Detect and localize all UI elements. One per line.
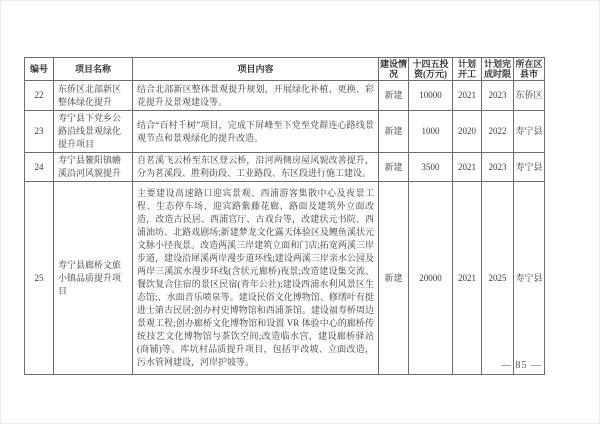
cell-investment: 10000 (409, 81, 453, 111)
cell-construction-status: 新建 (379, 153, 409, 182)
cell-project-name: 寿宁县鳌阳镇蟾溪沿河风貌提升 (54, 153, 133, 182)
cell-project-content: 自茗溪飞云桥至东区登云桥，沿河两侧房屋风貌改善提升，分为茗溪段、胜利街段、工业路段、东区段进行施工建设。 (133, 153, 379, 182)
cell-construction-status: 新建 (379, 111, 409, 153)
cell-construction-status: 新建 (379, 81, 409, 111)
header-investment: 十四五投资(万元) (409, 58, 453, 81)
table-row-23 (25, 111, 545, 153)
header-construction-status: 建设情况 (380, 59, 408, 79)
cell-project-content: 主要建设高速路口迎宾景观、西浦游客集散中心及夜景工程、生态停车场、迎宾路紫藤花廊、路面及建筑外立面改造，改造古民居、西浦官厅、古戏台等，改建状元书院、西浦油坊、北路戏剧场;新建梦龙文化露天体验区及鲤鱼溪状元文脉小径夜景。改造两溪三岸建筑立面和门店;拓宽两溪三岸步道，建设沿犀溪两岸漫步道环线;建设两溪三岸亲水公园及两岸三溪滨水漫步环线(含状元廊桥)夜景;改造建设集交流、餐饮复合住宿的景区民宿(青年公社);建设西浦水利风景区生态馆;、水面音乐喷泉等。建设民俗文化博物馆、修缮叶有挺进士第古民居;创办村史博物馆和西浦茶馆。建设福寿桥周边景观工程;创办廊桥文化博物馆和设置 VR 体验中心的廊桥传统技艺文化博物馆与茶饮空间;改造临水宫，建设廊桥驿站(商铺)等。库坑村品质提升项目，包括平改坡、立面改造，污水管网建设，河岸护坡等。 (133, 182, 379, 375)
project-table (24, 57, 545, 375)
cell-district: 寿宁县 (514, 111, 545, 153)
page-number: — 85 — (501, 360, 542, 371)
table-row-24 (25, 153, 545, 182)
cell-planned-start: 2021 (453, 182, 482, 375)
cell-investment: 3500 (409, 153, 453, 182)
cell-no: 22 (25, 81, 54, 111)
cell-planned-start: 2021 (453, 153, 482, 182)
cell-planned-finish: 2022 (482, 111, 514, 153)
cell-no: 24 (25, 153, 54, 182)
cell-no: 23 (25, 111, 54, 153)
cell-project-name: 寿宁县下党乡公路沿线景观绿化提升项目 (54, 111, 133, 153)
header-planned-start: 计划开工 (453, 58, 482, 81)
cell-no: 25 (25, 182, 54, 375)
table-row-22 (25, 81, 545, 111)
cell-investment: 20000 (409, 182, 453, 375)
cell-district: 东侨区 (514, 81, 545, 111)
cell-district: 寿宁县 (514, 153, 545, 182)
cell-planned-finish: 2023 (482, 81, 514, 111)
cell-planned-finish: 2025 (482, 182, 514, 375)
cell-construction-status: 新建 (379, 182, 409, 375)
cell-district: 寿宁县 (514, 182, 545, 375)
cell-project-name: 东侨区北部新区整体绿化提升 (54, 81, 133, 111)
table-row-25 (25, 182, 545, 375)
cell-planned-finish: 2023 (482, 153, 514, 182)
cell-project-content: 结合“百村千树”项目，完成下屏峰至下党至党群连心路线景观节点和景观绿化的提升改造。 (133, 111, 379, 153)
header-district: 所在区县市 (515, 59, 543, 79)
cell-investment: 1000 (409, 111, 453, 153)
cell-project-content: 结合北部新区整体景观提升规划，开展绿化补植、更换、彩花提升及景观建设等。 (133, 81, 379, 111)
header-planned-finish: 计划完成时限 (482, 58, 514, 81)
table-header-row (25, 58, 545, 81)
cell-project-name: 寿宁县廊桥文旅小镇品质提升项目 (54, 182, 133, 375)
header-project-content: 项目内容 (133, 58, 379, 81)
header-project-name: 项目名称 (54, 58, 133, 81)
header-no: 编号 (25, 58, 54, 81)
cell-planned-start: 2021 (453, 81, 482, 111)
cell-planned-start: 2020 (453, 111, 482, 153)
